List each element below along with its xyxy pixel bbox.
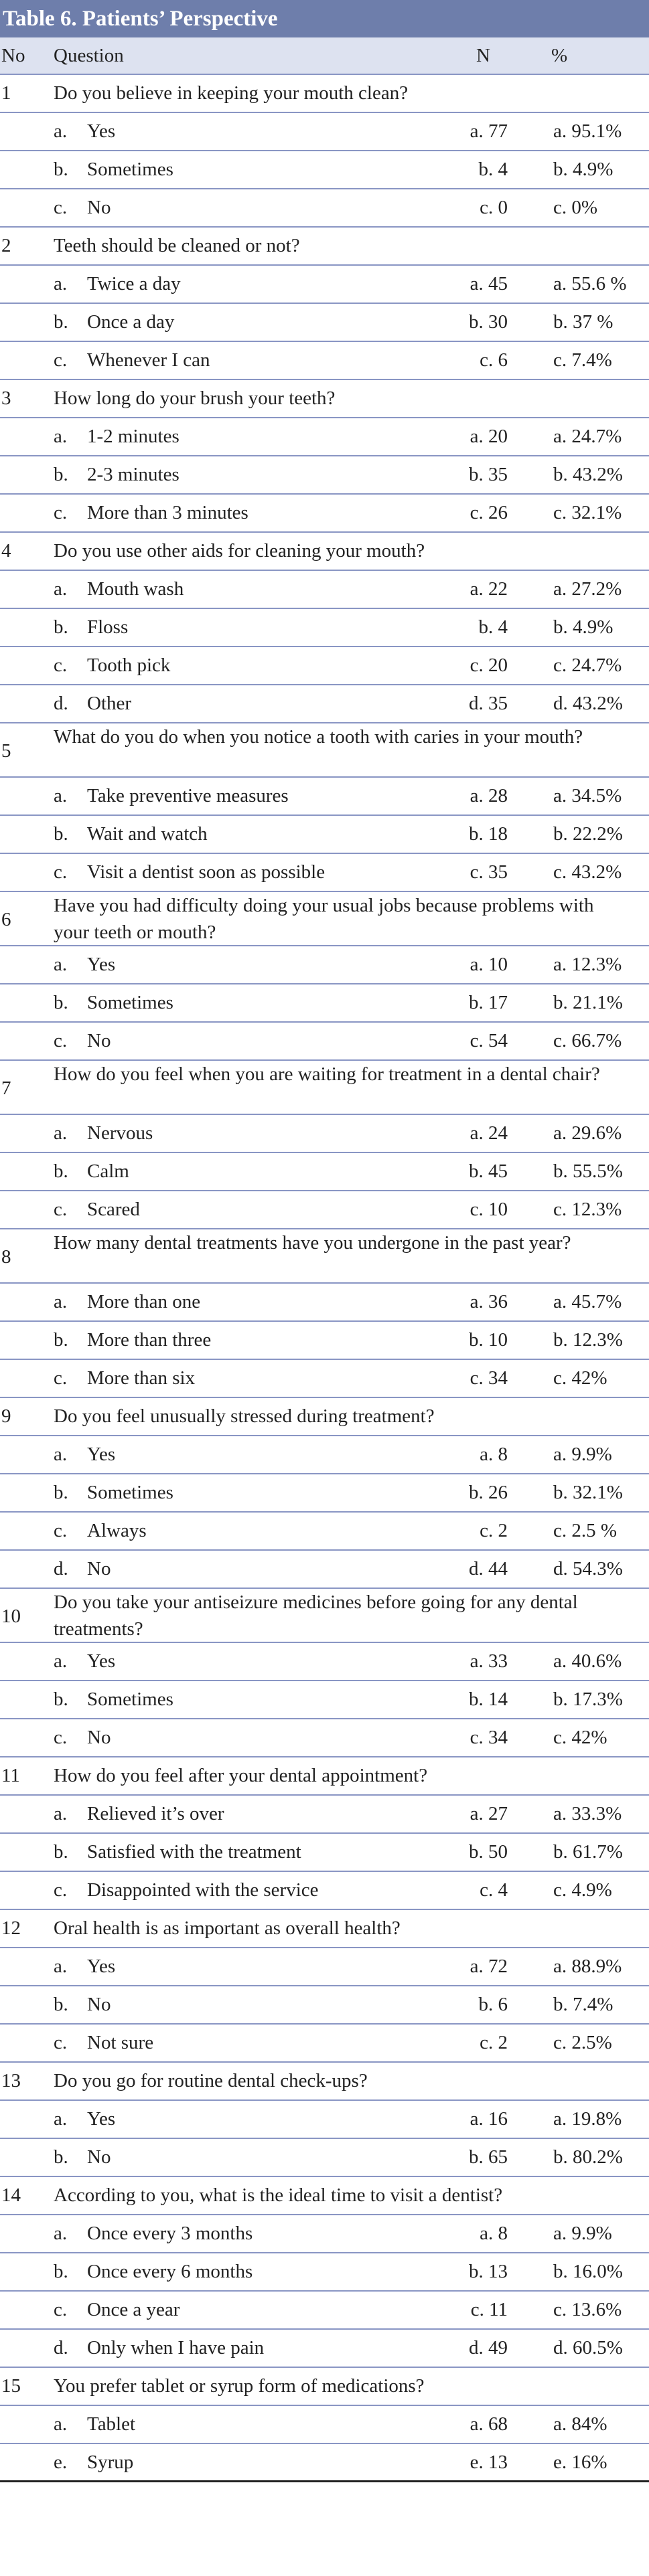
option-percent: b. 22.2%	[553, 823, 623, 845]
option-letter: c.	[54, 502, 68, 523]
option-letter: a.	[54, 120, 68, 142]
option-letter: c.	[54, 2032, 68, 2053]
option-label: Floss	[87, 616, 129, 638]
option-count: b. 65	[469, 2146, 508, 2168]
option-letter: a.	[54, 2413, 68, 2435]
option-label: Tooth pick	[87, 655, 171, 676]
table-header-row	[0, 37, 649, 75]
option-count: b. 26	[469, 1482, 508, 1503]
option-percent: a. 40.6%	[553, 1650, 622, 1672]
answer-row	[0, 1513, 649, 1551]
answer-row	[0, 113, 649, 151]
option-count: d. 49	[469, 2337, 508, 2358]
option-percent: b. 21.1%	[553, 992, 623, 1013]
answer-row	[0, 685, 649, 723]
question-text: Teeth should be cleaned or not?	[54, 235, 300, 256]
option-label: Yes	[87, 954, 116, 975]
option-label: Once a day	[87, 311, 175, 333]
option-label: Sometimes	[87, 1482, 173, 1503]
option-letter: b.	[54, 1994, 68, 2015]
option-percent: a. 29.6%	[553, 1122, 622, 1144]
option-label: No	[87, 1558, 111, 1579]
option-label: Twice a day	[87, 273, 181, 294]
option-label: More than one	[87, 1291, 201, 1312]
option-label: Satisfied with the treatment	[87, 1841, 301, 1863]
question-text: How do you feel when you are waiting for treatment in a dental chair?	[54, 1063, 600, 1085]
option-count: c. 20	[470, 655, 508, 676]
option-letter: a.	[54, 2108, 68, 2130]
option-count: c. 2	[480, 1520, 508, 1541]
option-count: a. 22	[470, 578, 508, 600]
option-label: Relieved it’s over	[87, 1803, 224, 1824]
option-label: Yes	[87, 1650, 116, 1672]
answer-row	[0, 1986, 649, 2025]
answer-row	[0, 946, 649, 984]
option-percent: c. 0%	[553, 197, 598, 218]
option-count: c. 54	[470, 1030, 508, 1051]
question-text: You prefer tablet or syrup form of medications?	[54, 2375, 425, 2397]
answer-row	[0, 1643, 649, 1681]
option-percent: c. 66.7%	[553, 1030, 622, 1051]
answer-row	[0, 2139, 649, 2177]
option-label: Other	[87, 693, 132, 714]
option-letter: c.	[54, 1367, 68, 1389]
answer-row	[0, 1872, 649, 1910]
question-number: 7	[1, 1078, 11, 1099]
option-count: a. 27	[470, 1803, 508, 1824]
question-text: Have you had difficulty doing your usual jobs because problems with your teeth or mouth?	[54, 895, 594, 943]
answer-row	[0, 1681, 649, 1719]
option-label: 2-3 minutes	[87, 464, 179, 485]
option-count: d. 44	[469, 1558, 508, 1579]
answer-row	[0, 2101, 649, 2139]
option-letter: a.	[54, 426, 68, 447]
question-number: 8	[1, 1246, 11, 1268]
answer-row	[0, 984, 649, 1023]
option-letter: c.	[54, 349, 68, 371]
option-percent: d. 54.3%	[553, 1558, 623, 1579]
option-percent: a. 55.6 %	[553, 273, 627, 294]
option-percent: a. 24.7%	[553, 426, 622, 447]
option-label: No	[87, 197, 111, 218]
question-row	[0, 380, 649, 418]
option-percent: a. 12.3%	[553, 954, 622, 975]
option-count: b. 35	[469, 464, 508, 485]
option-percent: c. 24.7%	[553, 655, 622, 676]
answer-row	[0, 1284, 649, 1322]
answer-row	[0, 2025, 649, 2063]
option-count: c. 10	[470, 1199, 508, 1220]
option-letter: c.	[54, 861, 68, 883]
option-letter: c.	[54, 1030, 68, 1051]
answer-row	[0, 304, 649, 342]
question-text: How do you feel after your dental appointment?	[54, 1765, 428, 1786]
answer-row	[0, 2444, 649, 2482]
question-row	[0, 228, 649, 266]
question-row	[0, 892, 649, 946]
option-letter: e.	[54, 2452, 68, 2473]
header-n: N	[476, 45, 490, 66]
option-count: a. 68	[470, 2413, 508, 2435]
question-row	[0, 1757, 649, 1796]
option-letter: a.	[54, 1122, 68, 1144]
option-label: Whenever I can	[87, 349, 210, 371]
option-letter: b.	[54, 1841, 68, 1863]
option-label: Nervous	[87, 1122, 153, 1144]
answer-row	[0, 342, 649, 380]
question-text: Do you feel unusually stressed during treatment?	[54, 1405, 435, 1427]
question-text: How many dental treatments have you undergone in the past year?	[54, 1232, 571, 1254]
option-percent: c. 2.5%	[553, 2032, 612, 2053]
question-row	[0, 1589, 649, 1643]
option-count: e. 13	[470, 2452, 508, 2473]
question-row	[0, 2368, 649, 2406]
option-letter: a.	[54, 1803, 68, 1824]
question-row	[0, 723, 649, 778]
option-count: b. 4	[478, 159, 508, 180]
option-percent: c. 32.1%	[553, 502, 622, 523]
option-percent: c. 7.4%	[553, 349, 612, 371]
answer-row	[0, 2253, 649, 2292]
option-letter: b.	[54, 311, 68, 333]
option-letter: a.	[54, 273, 68, 294]
option-count: c. 35	[470, 861, 508, 883]
option-count: c. 11	[470, 2299, 508, 2320]
option-percent: c. 42%	[553, 1727, 607, 1748]
option-percent: d. 43.2%	[553, 693, 623, 714]
option-percent: c. 13.6%	[553, 2299, 622, 2320]
option-count: b. 4	[478, 616, 508, 638]
option-percent: a. 9.9%	[553, 2223, 612, 2244]
option-percent: c. 12.3%	[553, 1199, 622, 1220]
question-text: What do you do when you notice a tooth with caries in your mouth?	[54, 726, 583, 748]
option-count: b. 50	[469, 1841, 508, 1863]
option-percent: b. 4.9%	[553, 616, 614, 638]
option-label: Once every 6 months	[87, 2261, 253, 2282]
option-label: Take preventive measures	[87, 785, 289, 806]
option-count: b. 14	[469, 1689, 508, 1710]
option-percent: c. 4.9%	[553, 1879, 612, 1901]
option-label: Calm	[87, 1161, 129, 1182]
option-letter: d.	[54, 1558, 68, 1579]
answer-row	[0, 854, 649, 892]
option-percent: a. 33.3%	[553, 1803, 622, 1824]
option-letter: c.	[54, 655, 68, 676]
option-count: a. 45	[470, 273, 508, 294]
option-letter: b.	[54, 2146, 68, 2168]
option-letter: c.	[54, 1879, 68, 1901]
question-row	[0, 1229, 649, 1284]
option-label: No	[87, 1727, 111, 1748]
answer-row	[0, 495, 649, 533]
answer-row	[0, 456, 649, 495]
option-percent: b. 7.4%	[553, 1994, 614, 2015]
option-letter: a.	[54, 1956, 68, 1977]
option-label: Wait and watch	[87, 823, 208, 845]
option-percent: b. 4.9%	[553, 159, 614, 180]
option-label: No	[87, 1994, 111, 2015]
option-percent: b. 32.1%	[553, 1482, 623, 1503]
option-label: More than six	[87, 1367, 196, 1389]
answer-row	[0, 1719, 649, 1757]
option-percent: b. 37 %	[553, 311, 614, 333]
option-count: b. 17	[469, 992, 508, 1013]
option-count: b. 18	[469, 823, 508, 845]
answer-row	[0, 2330, 649, 2368]
answer-row	[0, 1115, 649, 1153]
answer-row	[0, 151, 649, 189]
option-count: a. 36	[470, 1291, 508, 1312]
answer-row	[0, 189, 649, 228]
option-count: c. 0	[480, 197, 508, 218]
option-letter: a.	[54, 1291, 68, 1312]
answer-row	[0, 2215, 649, 2253]
option-label: Scared	[87, 1199, 140, 1220]
question-number: 5	[1, 740, 11, 762]
option-letter: a.	[54, 2223, 68, 2244]
question-text: According to you, what is the ideal time to visit a dentist?	[54, 2184, 503, 2206]
answer-row	[0, 571, 649, 609]
option-label: Once every 3 months	[87, 2223, 253, 2244]
header-no: No	[1, 45, 25, 66]
option-count: c. 2	[480, 2032, 508, 2053]
question-number: 12	[1, 1917, 21, 1939]
option-percent: a. 19.8%	[553, 2108, 622, 2130]
table-title: Table 6. Patients’ Perspective	[0, 0, 649, 37]
question-number: 10	[1, 1606, 21, 1627]
option-letter: b.	[54, 1329, 68, 1351]
option-label: Disappointed with the service	[87, 1879, 319, 1901]
option-letter: a.	[54, 954, 68, 975]
option-percent: a. 34.5%	[553, 785, 622, 806]
option-count: c. 6	[480, 349, 508, 371]
option-count: c. 34	[470, 1367, 508, 1389]
option-label: More than 3 minutes	[87, 502, 248, 523]
option-label: No	[87, 1030, 111, 1051]
option-label: No	[87, 2146, 111, 2168]
option-count: a. 33	[470, 1650, 508, 1672]
answer-row	[0, 1551, 649, 1589]
option-letter: b.	[54, 159, 68, 180]
option-percent: a. 95.1%	[553, 120, 622, 142]
option-count: d. 35	[469, 693, 508, 714]
option-label: Yes	[87, 1444, 116, 1465]
answer-row	[0, 1834, 649, 1872]
question-number: 2	[1, 235, 11, 256]
answer-row	[0, 1191, 649, 1229]
option-percent: a. 27.2%	[553, 578, 622, 600]
option-count: a. 77	[470, 120, 508, 142]
question-text: Do you go for routine dental check-ups?	[54, 2070, 368, 2091]
option-label: 1-2 minutes	[87, 426, 179, 447]
option-percent: a. 45.7%	[553, 1291, 622, 1312]
answer-row	[0, 816, 649, 854]
option-count: a. 10	[470, 954, 508, 975]
option-letter: b.	[54, 992, 68, 1013]
question-text: How long do your brush your teeth?	[54, 388, 336, 409]
answer-row	[0, 1796, 649, 1834]
option-letter: a.	[54, 785, 68, 806]
option-percent: b. 17.3%	[553, 1689, 623, 1710]
answer-row	[0, 1436, 649, 1474]
option-count: c. 34	[470, 1727, 508, 1748]
option-percent: c. 42%	[553, 1367, 607, 1389]
option-letter: b.	[54, 1482, 68, 1503]
question-number: 1	[1, 82, 11, 104]
answer-row	[0, 1322, 649, 1360]
option-percent: b. 55.5%	[553, 1161, 623, 1182]
option-label: Once a year	[87, 2299, 180, 2320]
option-letter: c.	[54, 2299, 68, 2320]
option-count: a. 24	[470, 1122, 508, 1144]
option-percent: d. 60.5%	[553, 2337, 623, 2358]
option-label: Not sure	[87, 2032, 154, 2053]
question-row	[0, 1061, 649, 1115]
option-label: Syrup	[87, 2452, 134, 2473]
question-number: 9	[1, 1405, 11, 1427]
option-percent: a. 9.9%	[553, 1444, 612, 1465]
question-row	[0, 1910, 649, 1948]
question-text: Do you take your antiseizure medicines before going for any dental treatments?	[54, 1592, 578, 1640]
option-label: Mouth wash	[87, 578, 184, 600]
option-count: a. 72	[470, 1956, 508, 1977]
question-row	[0, 75, 649, 113]
question-number: 13	[1, 2070, 21, 2091]
option-letter: a.	[54, 1650, 68, 1672]
answer-row	[0, 418, 649, 456]
option-percent: a. 84%	[553, 2413, 607, 2435]
option-percent: a. 88.9%	[553, 1956, 622, 1977]
answer-row	[0, 609, 649, 647]
option-letter: c.	[54, 1199, 68, 1220]
question-text: Do you believe in keeping your mouth clean?	[54, 82, 409, 104]
option-count: b. 6	[478, 1994, 508, 2015]
option-letter: d.	[54, 2337, 68, 2358]
option-label: Yes	[87, 2108, 116, 2130]
option-letter: c.	[54, 1727, 68, 1748]
answer-row	[0, 1474, 649, 1513]
answer-row	[0, 2406, 649, 2444]
option-label: Sometimes	[87, 159, 173, 180]
option-label: Sometimes	[87, 992, 173, 1013]
question-number: 4	[1, 540, 11, 562]
option-letter: d.	[54, 693, 68, 714]
option-label: Only when I have pain	[87, 2337, 265, 2358]
option-count: b. 45	[469, 1161, 508, 1182]
option-percent: c. 43.2%	[553, 861, 622, 883]
question-row	[0, 1398, 649, 1436]
option-letter: c.	[54, 197, 68, 218]
header-question: Question	[54, 45, 124, 66]
option-letter: b.	[54, 464, 68, 485]
question-row	[0, 533, 649, 571]
option-label: Yes	[87, 120, 116, 142]
answer-row	[0, 1153, 649, 1191]
option-letter: b.	[54, 1689, 68, 1710]
option-percent: b. 43.2%	[553, 464, 623, 485]
answer-row	[0, 1360, 649, 1398]
option-count: a. 20	[470, 426, 508, 447]
answer-row	[0, 266, 649, 304]
option-label: Yes	[87, 1956, 116, 1977]
question-number: 3	[1, 388, 11, 409]
answer-row	[0, 1023, 649, 1061]
option-percent: b. 61.7%	[553, 1841, 623, 1863]
option-letter: a.	[54, 578, 68, 600]
answer-row	[0, 2292, 649, 2330]
option-letter: a.	[54, 1444, 68, 1465]
answer-row	[0, 647, 649, 685]
question-row	[0, 2063, 649, 2101]
option-label: Visit a dentist soon as possible	[87, 861, 326, 883]
header-percent: %	[551, 45, 568, 66]
option-letter: b.	[54, 1161, 68, 1182]
question-row	[0, 2177, 649, 2215]
option-percent: c. 2.5 %	[553, 1520, 618, 1541]
option-count: a. 28	[470, 785, 508, 806]
question-text: Oral health is as important as overall health?	[54, 1917, 401, 1939]
option-count: c. 26	[470, 502, 508, 523]
table-body	[0, 75, 649, 2482]
option-label: Tablet	[87, 2413, 136, 2435]
option-percent: b. 16.0%	[553, 2261, 623, 2282]
option-count: b. 13	[469, 2261, 508, 2282]
question-number: 15	[1, 2375, 21, 2397]
question-number: 6	[1, 909, 11, 930]
question-number: 11	[1, 1765, 20, 1786]
question-number: 14	[1, 2184, 21, 2206]
option-count: a. 8	[480, 1444, 508, 1465]
question-text: Do you use other aids for cleaning your mouth?	[54, 540, 425, 562]
answer-row	[0, 1948, 649, 1986]
option-percent: b. 80.2%	[553, 2146, 623, 2168]
option-label: More than three	[87, 1329, 212, 1351]
option-count: a. 16	[470, 2108, 508, 2130]
option-label: Always	[87, 1520, 147, 1541]
option-count: b. 10	[469, 1329, 508, 1351]
option-percent: e. 16%	[553, 2452, 607, 2473]
option-count: b. 30	[469, 311, 508, 333]
option-letter: b.	[54, 616, 68, 638]
answer-row	[0, 778, 649, 816]
option-label: Sometimes	[87, 1689, 173, 1710]
option-count: c. 4	[480, 1879, 508, 1901]
option-percent: b. 12.3%	[553, 1329, 623, 1351]
option-count: a. 8	[480, 2223, 508, 2244]
option-letter: b.	[54, 2261, 68, 2282]
option-letter: c.	[54, 1520, 68, 1541]
option-letter: b.	[54, 823, 68, 845]
